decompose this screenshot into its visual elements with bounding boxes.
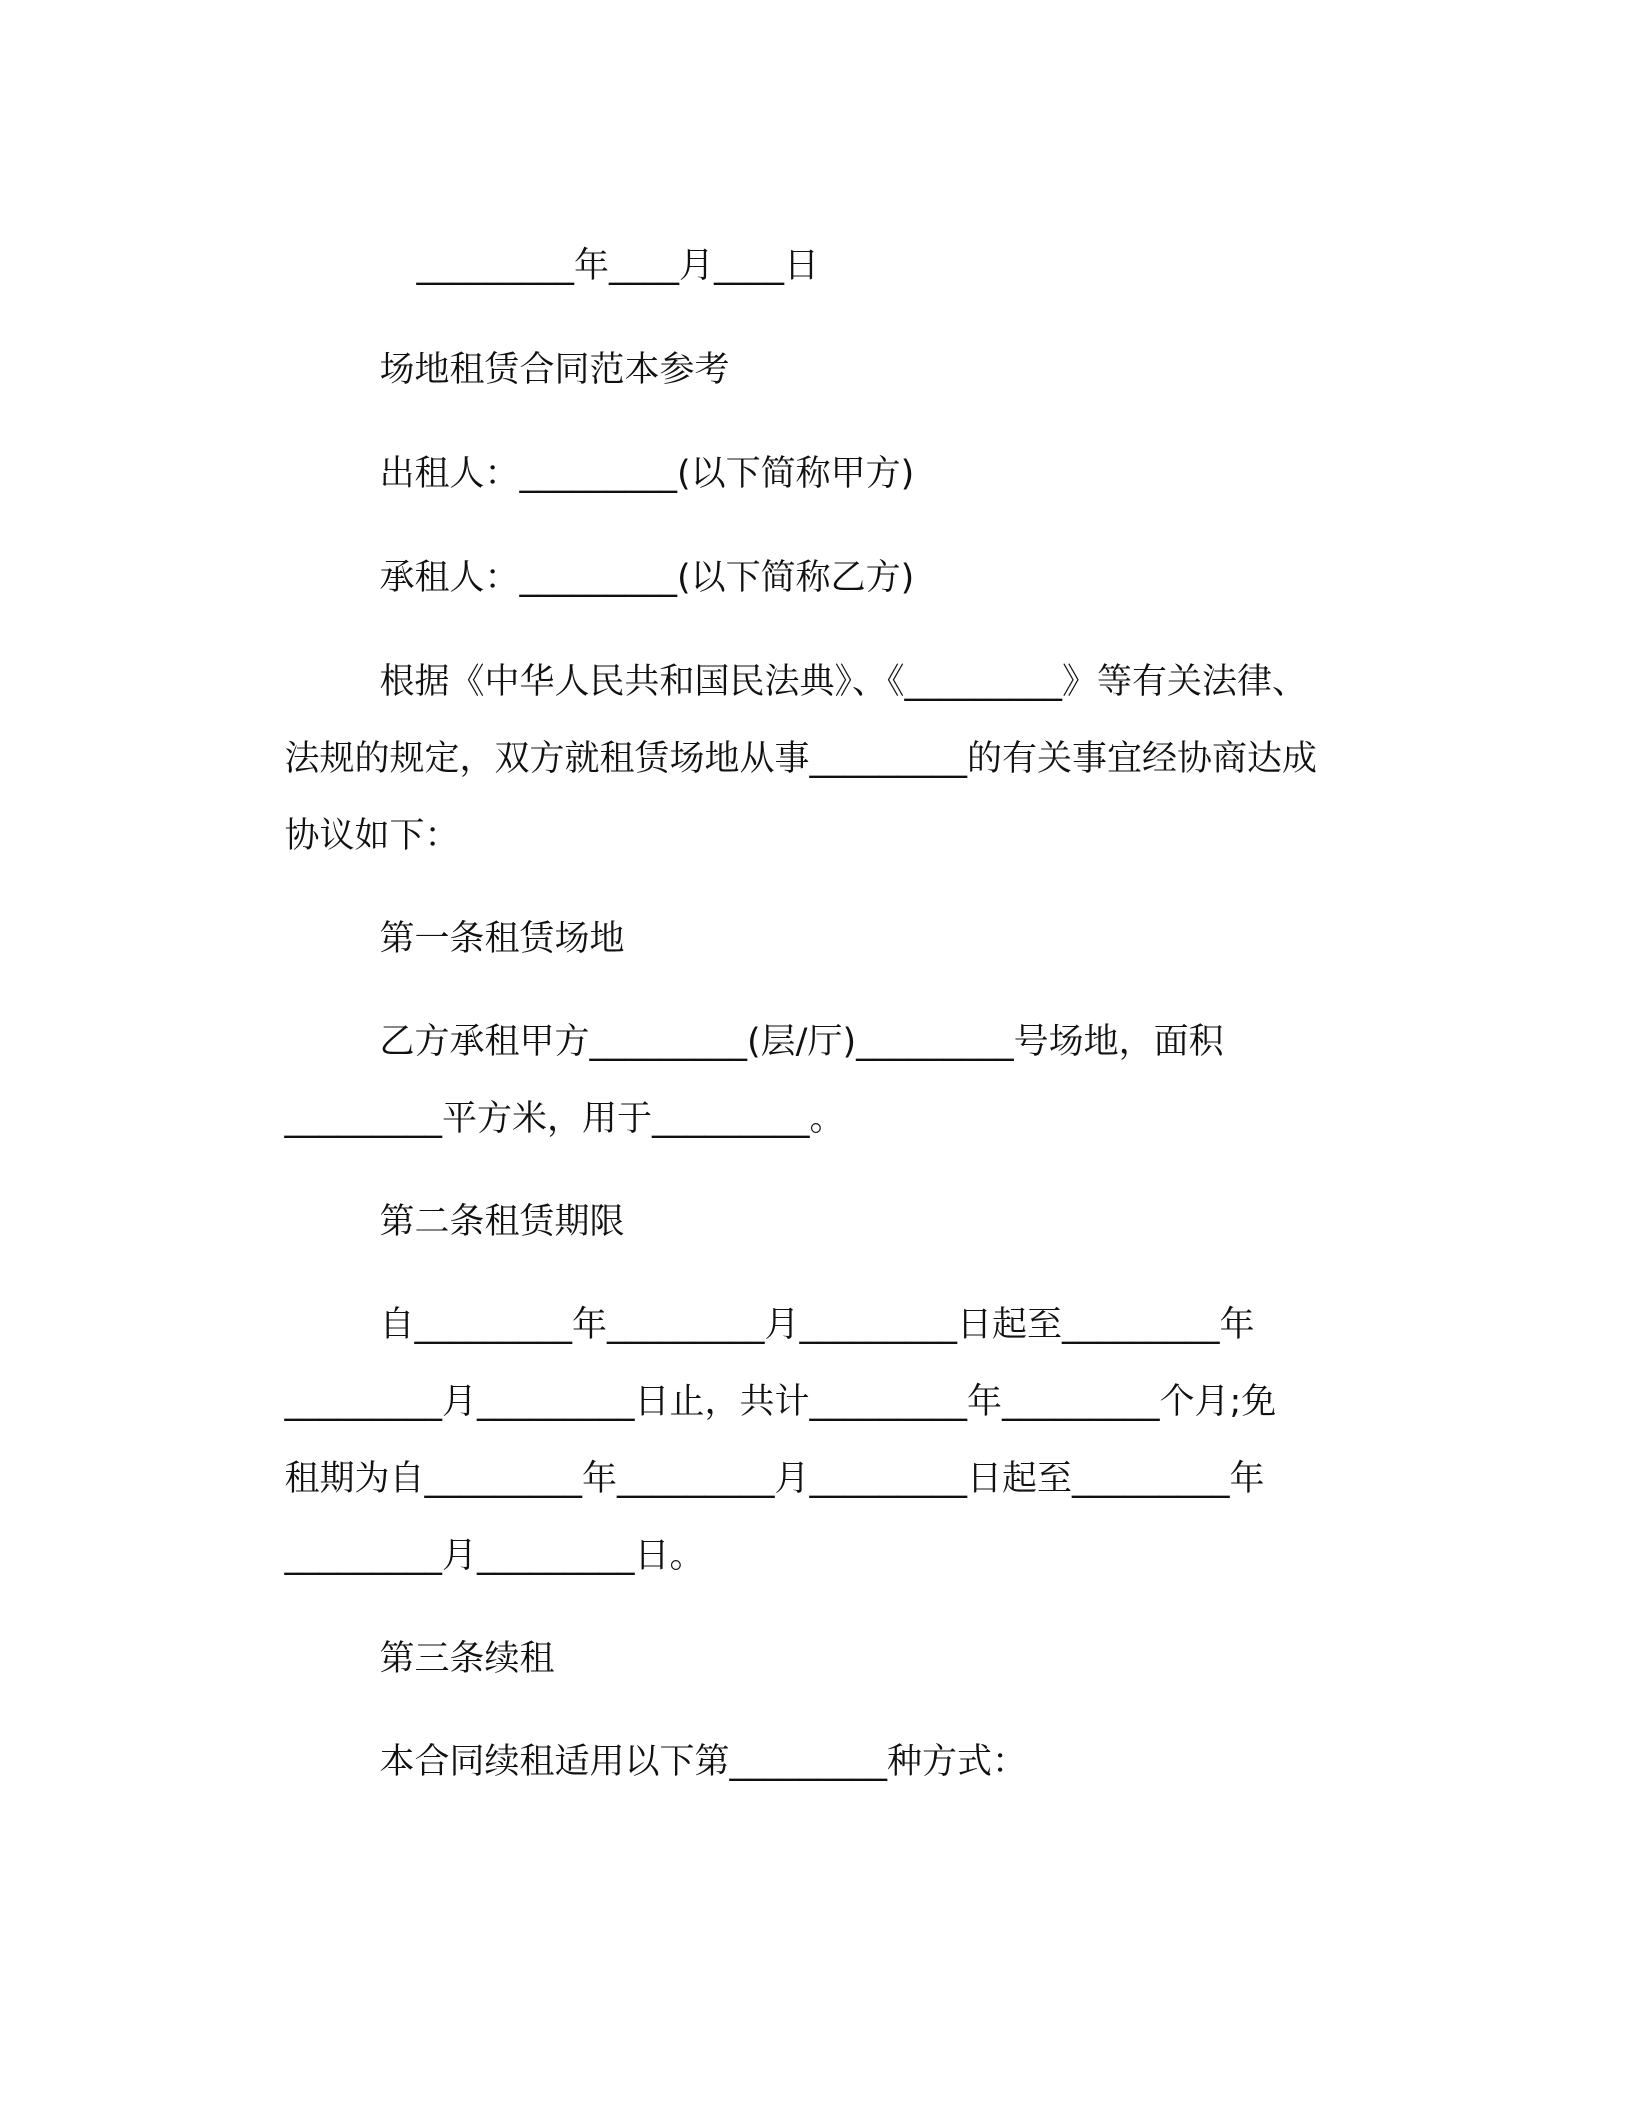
article2-line-1 <box>0 1253 1632 1345</box>
article1-line-2 <box>0 1047 1632 1139</box>
preamble-text-1: 根据《中华人民共和国民法典》、《_________》等有关法律、 <box>379 662 1308 702</box>
article3-text-1: 本合同续租适用以下第_________种方式： <box>379 1742 1028 1782</box>
lessor-text: 出租人：_________(以下简称甲方) <box>379 454 915 494</box>
lessor-line <box>0 402 1632 494</box>
article2-line-4 <box>0 1484 1632 1576</box>
article2-text-2: _________月_________日止，共计_________年_________个月;免 <box>284 1382 1277 1422</box>
document-title <box>0 298 1632 390</box>
article1-text-1: 乙方承租甲方_________(层/厅)_________号场地，面积 <box>379 1022 1224 1062</box>
article3-heading <box>0 1587 1632 1679</box>
article1-text-2: _________平方米，用于_________。 <box>284 1099 845 1139</box>
article3-line-1 <box>0 1690 1632 1782</box>
article2-text-4: _________月_________日。 <box>284 1536 705 1576</box>
preamble-line-3 <box>0 764 1632 856</box>
article3-heading-text: 第三条续租 <box>379 1639 555 1679</box>
article2-text-1: 自_________年_________月_________日起至_________年 <box>379 1305 1255 1345</box>
article2-line-3 <box>0 1407 1632 1499</box>
article1-heading-text: 第一条租赁场地 <box>379 919 625 959</box>
article1-line-1 <box>0 970 1632 1062</box>
article2-line-2 <box>0 1330 1632 1422</box>
preamble-line-2 <box>0 687 1632 779</box>
preamble-line-1 <box>0 610 1632 702</box>
date-line <box>0 194 1632 286</box>
preamble-text-3: 协议如下： <box>284 816 460 856</box>
date-line-text: _________年____月____日 <box>416 246 820 286</box>
lessee-text: 承租人：_________(以下简称乙方) <box>379 558 915 598</box>
article2-heading-text: 第二条租赁期限 <box>379 1202 625 1242</box>
document-title-text: 场地租赁合同范本参考 <box>379 350 730 390</box>
article2-heading <box>0 1150 1632 1242</box>
article2-text-3: 租期为自_________年_________月_________日起至_________年 <box>284 1459 1265 1499</box>
preamble-text-2: 法规的规定，双方就租赁场地从事_________的有关事宜经协商达成 <box>284 739 1318 779</box>
lessee-line <box>0 506 1632 598</box>
article1-heading <box>0 867 1632 959</box>
